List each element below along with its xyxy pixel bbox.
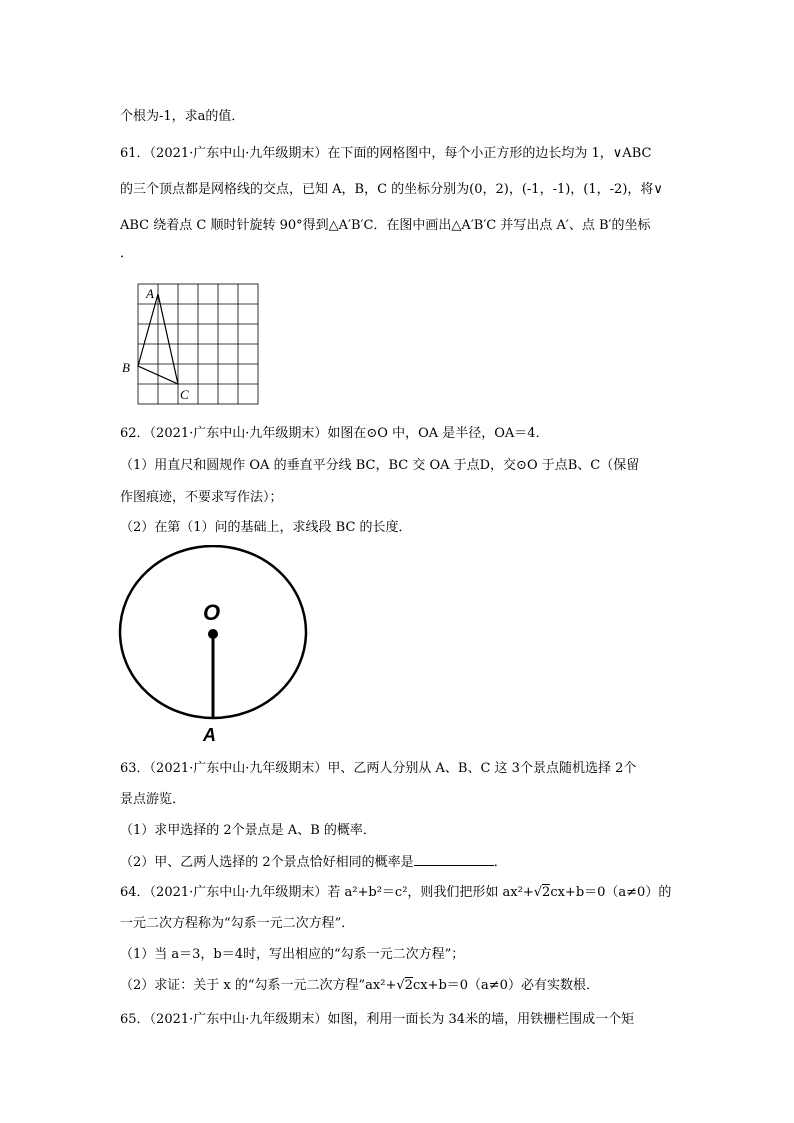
question-64-text-a: 64．（2021·广东中山·九年级期末）若 a²+b²＝c²，则我们把形如 ax²+ (120, 885, 534, 900)
sqrt-symbol: √2 (396, 978, 413, 993)
circle-figure (117, 545, 317, 745)
question-62-line-3: 作图痕迹，不要求写作法）； (120, 490, 283, 505)
question-63-text: （2）甲、乙两人选择的 2个景点恰好相同的概率是 (120, 855, 414, 870)
sqrt-symbol: √2 (533, 885, 551, 900)
question-61-line-1: 61．（2021·广东中山·九年级期末）在下面的网格图中，每个小正方形的边长均为 1，∨ABC (120, 146, 652, 161)
question-63-line-2: 景点游览． (120, 792, 186, 807)
question-62-line-1: 62．（2021·广东中山·九年级期末）如图在⊙O 中，OA 是半径，OA＝4． (120, 426, 549, 441)
question-61-line-2: 的三个顶点都是网格线的交点，已知 A，B，C 的坐标分别为(0，2)，(-1，-1)，(1，-2)，将∨ (120, 182, 663, 197)
question-64-line-2: 一元二次方程称为“勾系一元二次方程”． (120, 916, 355, 931)
label-c: C (180, 387, 189, 402)
question-61-line-3: ABC 绕着点 C 顺时针旋转 90°得到△A′B′C．在图中画出△A′B′C 并写出点 A′、点 B′的坐标 (120, 218, 651, 233)
question-64-text-c: （2）求证：关于 x 的“勾系一元二次方程”ax²+ (120, 978, 397, 993)
question-64-line-4 (120, 977, 599, 995)
question-63-line-1: 63．（2021·广东中山·九年级期末）甲、乙两人分别从 A、B、C 这 3个景点随机选择 2个 (120, 761, 637, 776)
question-64-line-3: （1）当 a＝3，b＝4时，写出相应的“勾系一元二次方程”； (120, 947, 465, 962)
question-65-line-1: 65．（2021·广东中山·九年级期末）如图，利用一面长为 34米的墙，用铁栅栏围成一个矩 (120, 1012, 635, 1027)
question-64-line-1 (120, 884, 671, 902)
label-b: B (122, 360, 130, 375)
label-a: A (203, 725, 216, 745)
sqrt-number: 2 (542, 885, 551, 900)
sqrt-number: 2 (404, 978, 413, 993)
question-61-line-4: ． (120, 246, 134, 261)
label-a: A (146, 286, 154, 301)
question-63-line-3: （1）求甲选择的 2个景点是 A、B 的概率． (120, 823, 376, 838)
text-line: 个根为-1，求a的值． (120, 109, 245, 124)
question-63-line-4 (120, 853, 507, 872)
answer-blank (414, 853, 494, 866)
question-64-text-d: cx+b＝0（a≠0）必有实数根． (412, 978, 599, 993)
question-62-line-2: （1）用直尺和圆规作 OA 的垂直平分线 BC，BC 交 OA 于点D，交⊙O 于点B、C（保留 (120, 458, 640, 473)
question-63-end: ． (493, 855, 507, 870)
question-64-text-b: cx+b＝0（a≠0）的 (550, 885, 672, 900)
label-o: O (203, 600, 221, 625)
grid-figure (118, 278, 268, 413)
question-62-line-4: （2）在第（1）问的基础上，求线段 BC 的长度． (120, 520, 412, 535)
